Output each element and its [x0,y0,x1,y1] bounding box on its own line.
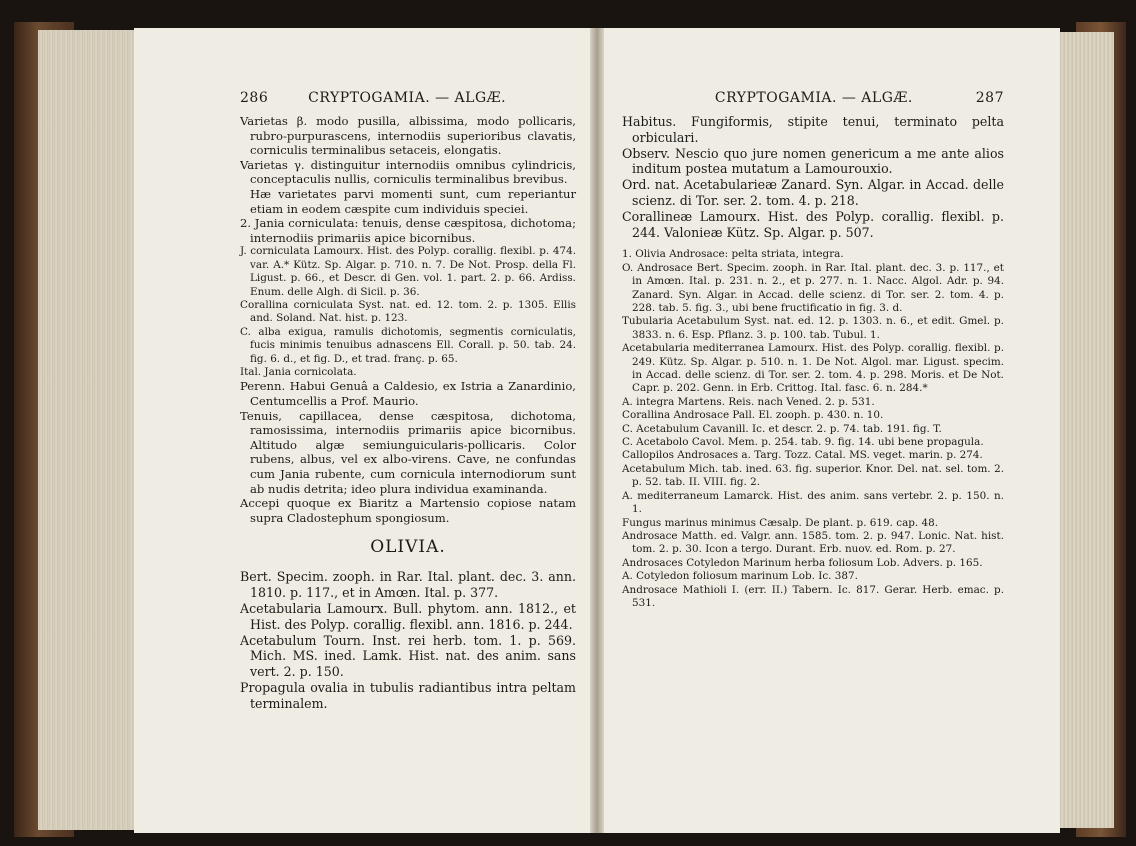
left-page-text-after [240,569,576,711]
text-line: Observ. Nescio quo jure nomen genericum a me ante alios inditum postea mutatum a Lamourouxio. [622,145,1004,177]
left-page [134,28,596,833]
book-gutter [590,28,604,833]
running-title: CRYPTOGAMIA. — ALGÆ. [308,90,507,106]
running-head-right [622,90,1004,106]
right-page [596,28,1060,833]
right-page-text-after [622,248,1004,610]
text-line: Hæ varietates parvi momenti sunt, cum reperiantur etiam in eodem cæspite cum individuis speciei. [250,186,576,216]
text-line: Acetabulum Mich. tab. ined. 63. fig. superior. Knor. Del. nat. sel. tom. 2. p. 52. tab. II. VIII. fig. 2. [622,462,1004,489]
text-line: Corallina corniculata Syst. nat. ed. 12. tom. 2. p. 1305. Ellis and. Soland. Nat. hist. p. 123. [240,298,576,325]
text-line: Tenuis, capillacea, dense cæspitosa, dichotoma, ramosissima, internodiis primariis apice bicornibus. Altitudo algæ semiunguicularis-pollicaris. Color rubens, albus, vel ex albo-virens. Cave, ne confundas cum Jania rubente, cum cornicula internodiorum sunt ab nudis detrita; ideo plura individua examinanda. [240,408,576,496]
text-line: Androsace Matth. ed. Valgr. ann. 1585. tom. 2. p. 947. Lonic. Nat. hist. tom. 2. p. 30. Icon a tergo. Durant. Erb. nuov. ed. Rom. p. 27. [622,529,1004,556]
text-line: Ital. Jania cornicolata. [240,366,357,378]
text-line: Perenn. Habui Genuâ a Caldesio, ex Istria a Zanardinio, Centumcellis a Prof. Maurio. [240,379,576,408]
text-line: Corallineæ Lamourx. Hist. des Polyp. corallig. flexibl. p. 244. Valonieæ Kütz. Sp. Algar. p. 507. [622,208,1004,240]
text-line: Androsaces Cotyledon Marinum herba foliosum Lob. Advers. p. 165. [622,556,983,569]
right-page-text [622,114,1004,240]
text-line: Androsace Mathioli I. (err. II.) Tabern. Ic. 817. Gerar. Herb. emac. p. 531. [622,583,1004,609]
text-line: Ord. nat. Acetabularieæ Zanard. Syn. Algar. in Accad. delle scienz. di Tor. ser. 2. tom. 4. p. 218. [622,177,1004,208]
text-line: Varietas β. modo pusilla, albissima, modo pollicaris, rubro-purpurascens, internodiis superioribus clavatis, corniculis terminalibus setaceis, elongatis. [240,114,576,158]
text-line: Fungus marinus minimus Cæsalp. De plant. p. 619. cap. 48. [622,516,939,529]
text-line: 2. Jania corniculata: tenuis, dense cæspitosa, dichotoma; internodiis primariis apice bicornibus. [240,216,576,245]
text-line: Acetabularia mediterranea Lamourx. Hist. des Polyp. corallig. flexibl. p. 249. Kütz. Sp. Algar. p. 510. n. 1. De Not. Algol. mar. Ligust. specim. in Accad. delle scienz. di Tor. ser. 2. tom. 4. p. 298. Moris. et De Not. Capr. p. 202. Genn. in Erb. Crittog. Ital. fasc. 6. n. 284.* [622,342,1004,395]
page-number: 287 [975,90,1004,106]
text-line: C. Acetabolo Cavol. Mem. p. 254. tab. 9. fig. 14. ubi bene propagula. [622,436,984,449]
text-line: Acetabulum Tourn. Inst. rei herb. tom. 1. p. 569. Mich. MS. ined. Lamk. Hist. nat. des anim. sans vert. 2. p. 150. [240,632,576,680]
text-line: Bert. Specim. zooph. in Rar. Ital. plant. dec. 3. ann. 1810. p. 117., et in Amœn. Ital. p. 377. [240,569,576,601]
text-line: Varietas γ. distinguitur internodiis omnibus cylindricis, conceptaculis nullis, corniculis terminalibus brevibus. [240,157,576,187]
text-line: Habitus. Fungiformis, stipite tenui, terminato pelta orbiculari. [622,114,1004,145]
text-line: C. Acetabulum Cavanill. Ic. et descr. 2. p. 74. tab. 191. fig. T. [622,422,942,435]
text-line: A. integra Martens. Reis. nach Vened. 2. p. 531. [622,395,875,408]
page-edges-left [38,30,138,830]
text-line: C. alba exigua, ramulis dichotomis, segmentis corniculatis, fucis minimis tenuibus adnascens Ell. Corall. p. 50. tab. 24. fig. 6. d., et fig. D., et trad. franç. p. 65. [240,325,576,365]
text-line: O. Androsace Bert. Specim. zooph. in Rar. Ital. plant. dec. 3. p. 117., et in Amœn. Ital. p. 231. n. 2., et p. 277. n. 1. Nacc. Algol. Adr. p. 94. Zanard. Syn. Algar. in Accad. delle scienz. di Tor. ser. 2. tom. 4. p. 228. tab. 5. fig. 3., ubi bene fructificatio in fig. 3. d. [622,261,1004,314]
text-line: Corallina Androsace Pall. El. zooph. p. 430. n. 10. [622,409,884,422]
text-line: Acetabularia Lamourx. Bull. phytom. ann. 1812., et Hist. des Polyp. corallig. flexibl. ann. 1816. p. 244. [240,600,576,632]
section-title: OLIVIA. [370,537,446,558]
left-page-text [240,114,576,525]
text-line: A. Cotyledon foliosum marinum Lob. Ic. 387. [622,570,858,583]
text-line: Tubularia Acetabulum Syst. nat. ed. 12. p. 1303. n. 6., et edit. Gmel. p. 3833. n. 6. Esp. Pflanz. 3. p. 100. tab. Tubul. 1. [622,315,1004,341]
page-number: 286 [240,90,269,106]
text-line: A. mediterraneum Lamarck. Hist. des anim. sans vertebr. 2. p. 150. n. 1. [622,489,1004,516]
running-head-left [240,90,576,106]
text-line: 1. Olivia Androsace: pelta striata, integra. [622,248,844,261]
text-line: Propagula ovalia in tubulis radiantibus intra peltam terminalem. [240,679,576,711]
running-title: CRYPTOGAMIA. — ALGÆ. [714,90,913,106]
text-line: Callopilos Androsaces a. Targ. Tozz. Catal. MS. veget. marin. p. 274. [622,449,983,462]
text-line: Accepi quoque ex Biaritz a Martensio copiose natam supra Cladostephum spongiosum. [240,496,576,525]
text-line: J. corniculata Lamourx. Hist. des Polyp. corallig. flexibl. p. 474. var. A.* Kütz. Sp. Algar. p. 710. n. 7. De Not. Prosp. della Fl. Ligust. p. 66., et Descr. di Gen. vol. 1. part. 2. p. 66. Ardiss. Enum. delle Algh. di Sicil. p. 36. [240,245,576,298]
